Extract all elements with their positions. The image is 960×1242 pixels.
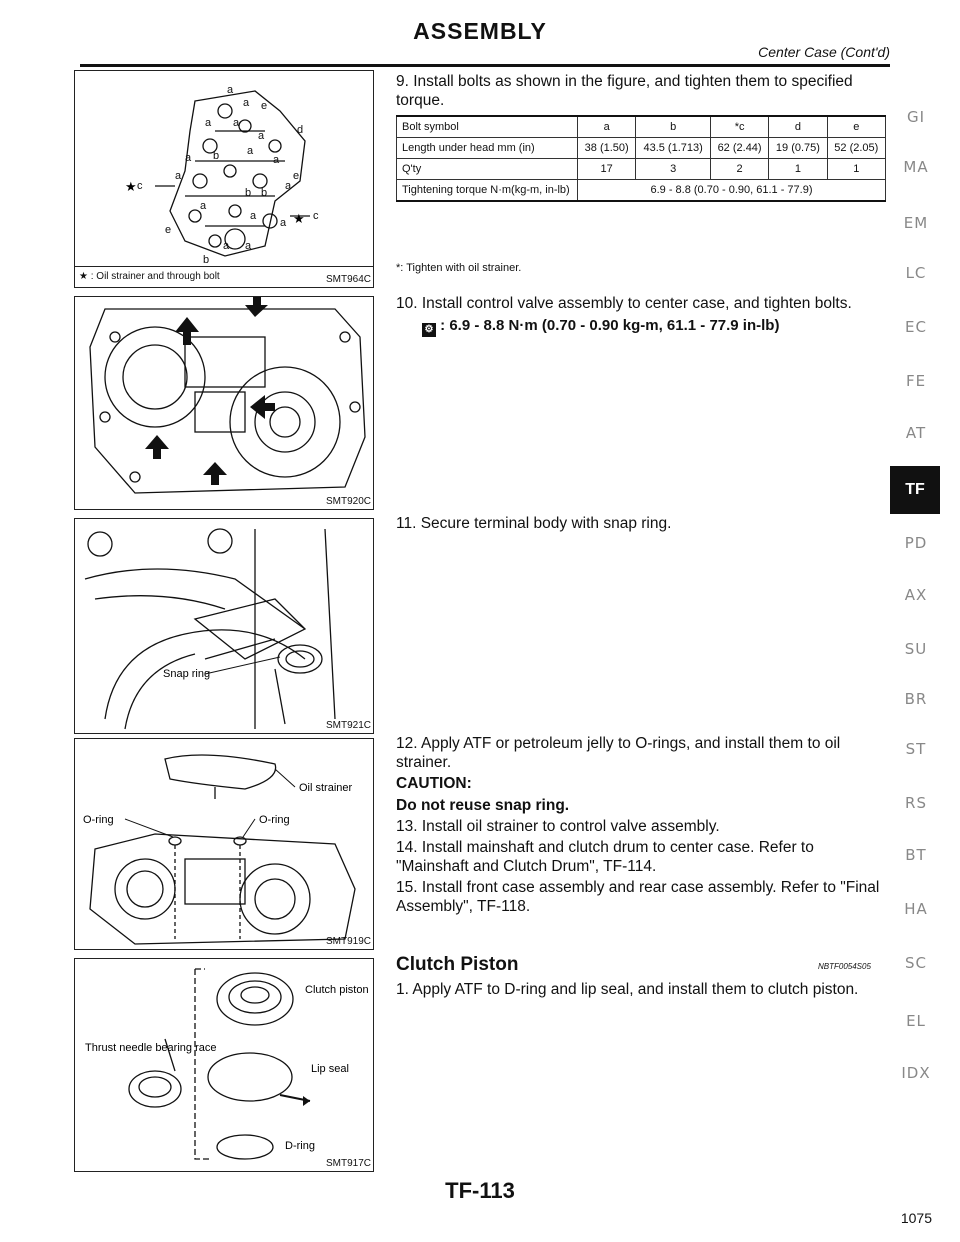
tab-pd[interactable]: PD (904, 534, 928, 552)
caution-heading: CAUTION: (396, 775, 472, 792)
bolt-letter: a (245, 240, 252, 252)
bolt-letter: a (258, 130, 265, 142)
lip-seal-label: Lip seal (311, 1063, 349, 1075)
bolt-layout-diagram (75, 71, 373, 287)
table-row (397, 159, 886, 180)
tab-fe[interactable]: FE (905, 372, 927, 390)
table-cell: e (827, 116, 885, 138)
table-cell: *c (710, 116, 768, 138)
step-11: 11. Secure terminal body with snap ring. (396, 515, 672, 532)
bolt-letter: a (285, 180, 292, 192)
snap-ring-label: Snap ring (163, 668, 211, 680)
bolt-letter: a (205, 117, 212, 129)
bolt-letter: a (247, 145, 254, 157)
table-cell: Tightening torque N·m(kg-m, in-lb) (397, 180, 578, 202)
table-cell: 62 (2.44) (710, 138, 768, 159)
figure-control-valve (74, 296, 374, 510)
bolt-letter: c (137, 180, 143, 192)
bolt-letter: a (280, 217, 287, 229)
figure-snap-ring (74, 518, 374, 734)
step-15: 15. Install front case assembly and rear case assembly. Refer to "Final Assembly", TF-118. (396, 879, 880, 915)
bolt-letter: e (293, 170, 300, 182)
bolt-letter: a (233, 117, 240, 129)
step-10-torque (422, 316, 892, 337)
figure-oil-strainer (74, 738, 374, 950)
step-9: 9. Install bolts as shown in the figure, and tighten them to specified torque. (396, 73, 853, 109)
tab-ha[interactable]: HA (904, 900, 928, 918)
tab-el[interactable]: EL (906, 1012, 926, 1030)
table-cell: 1 (827, 159, 885, 180)
header-rule (80, 64, 890, 67)
thrust-race-label: Thrust needle bearing race (85, 1042, 217, 1054)
clutch-step-1: 1. Apply ATF to D-ring and lip seal, and install them to clutch piston. (396, 981, 859, 998)
table-cell: 52 (2.05) (827, 138, 885, 159)
bolt-spec-table (396, 115, 886, 202)
table-cell: Q'ty (397, 159, 578, 180)
control-valve-diagram (75, 297, 373, 509)
snap-ring-diagram (75, 519, 373, 733)
section-code: NBTF0054S05 (818, 962, 871, 971)
torque-icon: ⚙ (422, 323, 436, 337)
bolt-letter: c (313, 210, 319, 222)
figure-bolt-layout (74, 70, 374, 288)
oring-right-label: O-ring (259, 814, 290, 826)
svg-text:★: ★ (125, 179, 137, 194)
bolt-letter: e (261, 100, 268, 112)
page-footer: TF-113 (445, 1178, 515, 1203)
table-cell: 38 (1.50) (578, 138, 636, 159)
bolt-letter: a (175, 170, 182, 182)
clutch-piston-label: Clutch piston (305, 984, 369, 996)
bolt-letter: a (273, 154, 280, 166)
oil-strainer-diagram (75, 739, 373, 949)
table-cell: d (769, 116, 827, 138)
figure-clutch-piston (74, 958, 374, 1172)
table-cell: b (636, 116, 711, 138)
tab-em[interactable]: EM (903, 214, 929, 232)
tab-ec[interactable]: EC (905, 318, 927, 336)
clutch-piston-diagram (75, 959, 373, 1171)
table-cell: a (578, 116, 636, 138)
d-ring-label: D-ring (285, 1140, 315, 1152)
section-heading: Clutch Piston (396, 954, 519, 975)
table-cell: Length under head mm (in) (397, 138, 578, 159)
bolt-letter: a (227, 84, 234, 96)
bolt-letter: a (185, 152, 192, 164)
table-cell: Bolt symbol (397, 116, 578, 138)
tab-bt[interactable]: BT (905, 846, 927, 864)
bolt-letter: e (165, 224, 172, 236)
bolt-letter: d (297, 124, 304, 136)
tab-at[interactable]: AT (905, 424, 927, 442)
bolt-letter: b (213, 150, 220, 162)
table-cell: 17 (578, 159, 636, 180)
tab-idx[interactable]: IDX (901, 1064, 931, 1082)
figure-code: SMT921C (325, 720, 371, 731)
tab-lc[interactable]: LC (905, 264, 927, 282)
bolt-letter: b (261, 187, 268, 199)
figure-code: SMT917C (325, 1158, 371, 1169)
figure-code: SMT919C (325, 936, 371, 947)
figure-code: SMT964C (325, 274, 371, 285)
oring-left-label: O-ring (83, 814, 114, 826)
step-14: 14. Install mainshaft and clutch drum to center case. Refer to "Mainshaft and Clutch Drum", TF-114. (396, 839, 814, 875)
tab-ma[interactable]: MA (903, 158, 929, 176)
tab-tf-active[interactable]: TF (890, 466, 940, 514)
oil-strainer-label: Oil strainer (299, 782, 353, 794)
table-cell: 1 (769, 159, 827, 180)
table-cell: 19 (0.75) (769, 138, 827, 159)
tab-br[interactable]: BR (904, 690, 928, 708)
tab-su[interactable]: SU (904, 640, 928, 658)
table-cell: 3 (636, 159, 711, 180)
table-row (397, 180, 886, 202)
bolt-letter: a (243, 97, 250, 109)
tab-st[interactable]: ST (905, 740, 927, 758)
bolt-letter: b (245, 187, 252, 199)
bolt-letter: b (203, 254, 210, 266)
page-number: 1075 (900, 1210, 932, 1226)
tab-gi[interactable]: GI (906, 108, 926, 126)
caution-text: Do not reuse snap ring. (396, 797, 570, 814)
page-title: ASSEMBLY (413, 18, 547, 44)
bolt-letter: a (250, 210, 257, 222)
figure-code: SMT920C (325, 496, 371, 507)
tab-sc[interactable]: SC (905, 954, 927, 972)
tab-ax[interactable]: AX (904, 586, 928, 604)
table-footnote: *: Tighten with oil strainer. (396, 262, 522, 274)
section-subtitle: Center Case (Cont'd) (758, 44, 890, 60)
table-cell: 2 (710, 159, 768, 180)
step-13: 13. Install oil strainer to control valve assembly. (396, 818, 720, 835)
table-row (397, 138, 886, 159)
table-cell: 6.9 - 8.8 (0.70 - 0.90, 61.1 - 77.9) (578, 180, 886, 202)
bolt-letter: a (223, 240, 230, 252)
table-cell: 43.5 (1.713) (636, 138, 711, 159)
svg-text:★: ★ (293, 211, 305, 226)
step-10: 10. Install control valve assembly to center case, and tighten bolts. (396, 295, 852, 312)
step-12: 12. Apply ATF or petroleum jelly to O-rings, and install them to oil strainer. (396, 735, 841, 771)
torque-value: : 6.9 - 8.8 N·m (0.70 - 0.90 kg-m, 61.1 - 77.9 in-lb) (440, 317, 780, 334)
table-row (397, 116, 886, 138)
figure-caption: ★ : Oil strainer and through bolt (79, 271, 220, 282)
bolt-letter: a (200, 200, 207, 212)
tab-rs[interactable]: RS (905, 794, 927, 812)
